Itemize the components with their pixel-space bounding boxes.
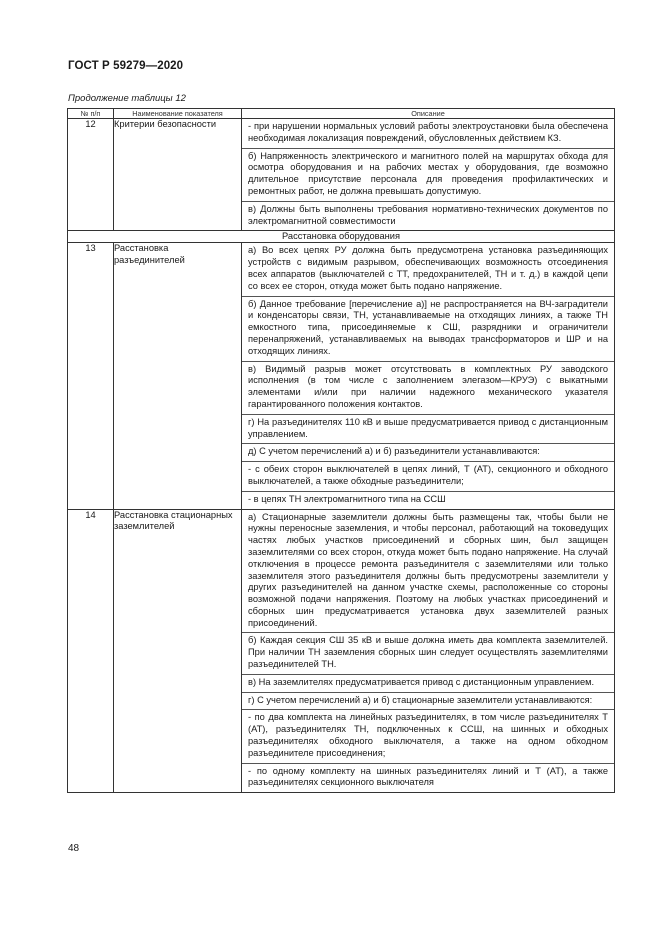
table-continuation-label: Продолжение таблицы 12 [68, 93, 186, 104]
description-paragraph: в) На заземлителях предусматривается привод с дистанционным управлением. [242, 675, 614, 693]
description-paragraph: в) Должны быть выполнены требования нормативно-технических документов по электромагнитной совместимости [248, 203, 608, 226]
document-title: ГОСТ Р 59279—2020 [68, 60, 184, 72]
description-paragraph: - по два комплекта на линейных разъединителях, в том числе разъединителях Т (АТ), разъединителях ТН, подключенных к ССШ, на шинных и обходных разъединителях обходного выключателя, а также на одном обходном разъединителе присоединения; [242, 710, 614, 763]
table-header-row [68, 109, 615, 119]
column-header-number: № п/п [68, 109, 114, 119]
description-paragraph: б) Каждая секция СШ 35 кВ и выше должна иметь два комплекта заземлителей. При наличии ТН заземления сборных шин следует осуществлять заземлителями разъединителей ТН. [242, 633, 614, 674]
row-name: Критерии безопасности [114, 119, 242, 231]
requirements-table [67, 108, 615, 793]
description-paragraph: - при нарушении нормальных условий работы электроустановки была обеспечена необходимая локализация повреждений, обусловленных действием КЗ. [242, 119, 614, 149]
description-paragraph: д) С учетом перечислений а) и б) разъединители устанавливаются: [242, 444, 614, 462]
page-number: 48 [68, 843, 80, 854]
description-paragraph: г) С учетом перечислений а) и б) стационарные заземлители устанавливаются: [242, 693, 614, 711]
description-paragraph: а) Стационарные заземлители должны быть размещены так, чтобы были не нужны переносные заземления, и чтобы персонал, работающий на токоведущих частях любых участков присоединений и сборных шин, был защищен заземлителями со всех сторон, откуда может быть подано напряжение. На случай отключения в процессе ремонта разъединителя с заземлителями или только заземлителя этого разъединителя должны быть предусмотрены заземлители у других разъединителей на данном участке схемы, расположенные со стороны возможной подачи напряжения. Поэтому на любых участках присоединений и сборных шин предусматривается установка двух заземлителей разных присоединений. [242, 510, 614, 634]
row-description [242, 243, 615, 509]
table-row-14 [68, 509, 615, 793]
row-number: 13 [68, 243, 114, 509]
row-description [242, 509, 615, 793]
column-header-name: Наименование показателя [114, 109, 242, 119]
description-paragraph: б) Напряженность электрического и магнитного полей на маршрутах обхода для осмотра оборудования и на рабочих местах у оборудования, где возможно длительное присутствие персонала для проведения профилактических и ремонтных работ, не должна превышать допустимую. [242, 149, 614, 202]
section-row [68, 231, 615, 243]
description-paragraph: а) Во всех цепях РУ должна быть предусмотрена установка разъединяющих устройств с видимым разрывом, обеспечивающих возможность отсоединения всех аппаратов (выключателей с ТТ, предохранителей, ТН и т. д.) в каждой цепи со всех ее сторон, откуда может быть подано напряжение. [242, 243, 614, 296]
description-paragraph: - по одному комплекту на шинных разъединителях линий и Т (АТ), а также разъединителях секционного выключателя [248, 765, 608, 788]
description-paragraph: - в цепях ТН электромагнитного типа на ССШ [248, 493, 446, 504]
description-paragraph: г) На разъединителях 110 кВ и выше предусматривается привод с дистанционным управлением. [242, 415, 614, 445]
description-paragraph: в) Видимый разрыв может отсутствовать в комплектных РУ заводского исполнения (в том числе с заполнением элегазом—КРУЭ) с выкатными элементами и/или при наличии надежного механического указателя гарантированного положения контактов. [242, 362, 614, 415]
table-row-13 [68, 243, 615, 509]
row-name: Расстановка разъединителей [114, 243, 242, 509]
description-paragraph: - с обеих сторон выключателей в цепях линий, Т (АТ), секционного и обходного выключателей, а также обходные разъединители; [242, 462, 614, 492]
row-description [242, 119, 615, 231]
row-name: Расстановка стационарных заземлителей [114, 509, 242, 793]
section-title: Расстановка оборудования [68, 231, 615, 243]
row-number: 14 [68, 509, 114, 793]
description-paragraph: б) Данное требование [перечисление а)] не распространяется на ВЧ-заградители и конденсаторы связи, ТН, устанавливаемые на отходящих линиях, а также ТН емкостного типа, присоединяемые к СШ, разрядники и ограничители перенапряжений, устанавливаемых на выводах трансформаторов и ШР и на отходящих линиях. [242, 297, 614, 362]
table-row-12 [68, 119, 615, 231]
row-number: 12 [68, 119, 114, 231]
column-header-description: Описание [242, 109, 615, 119]
